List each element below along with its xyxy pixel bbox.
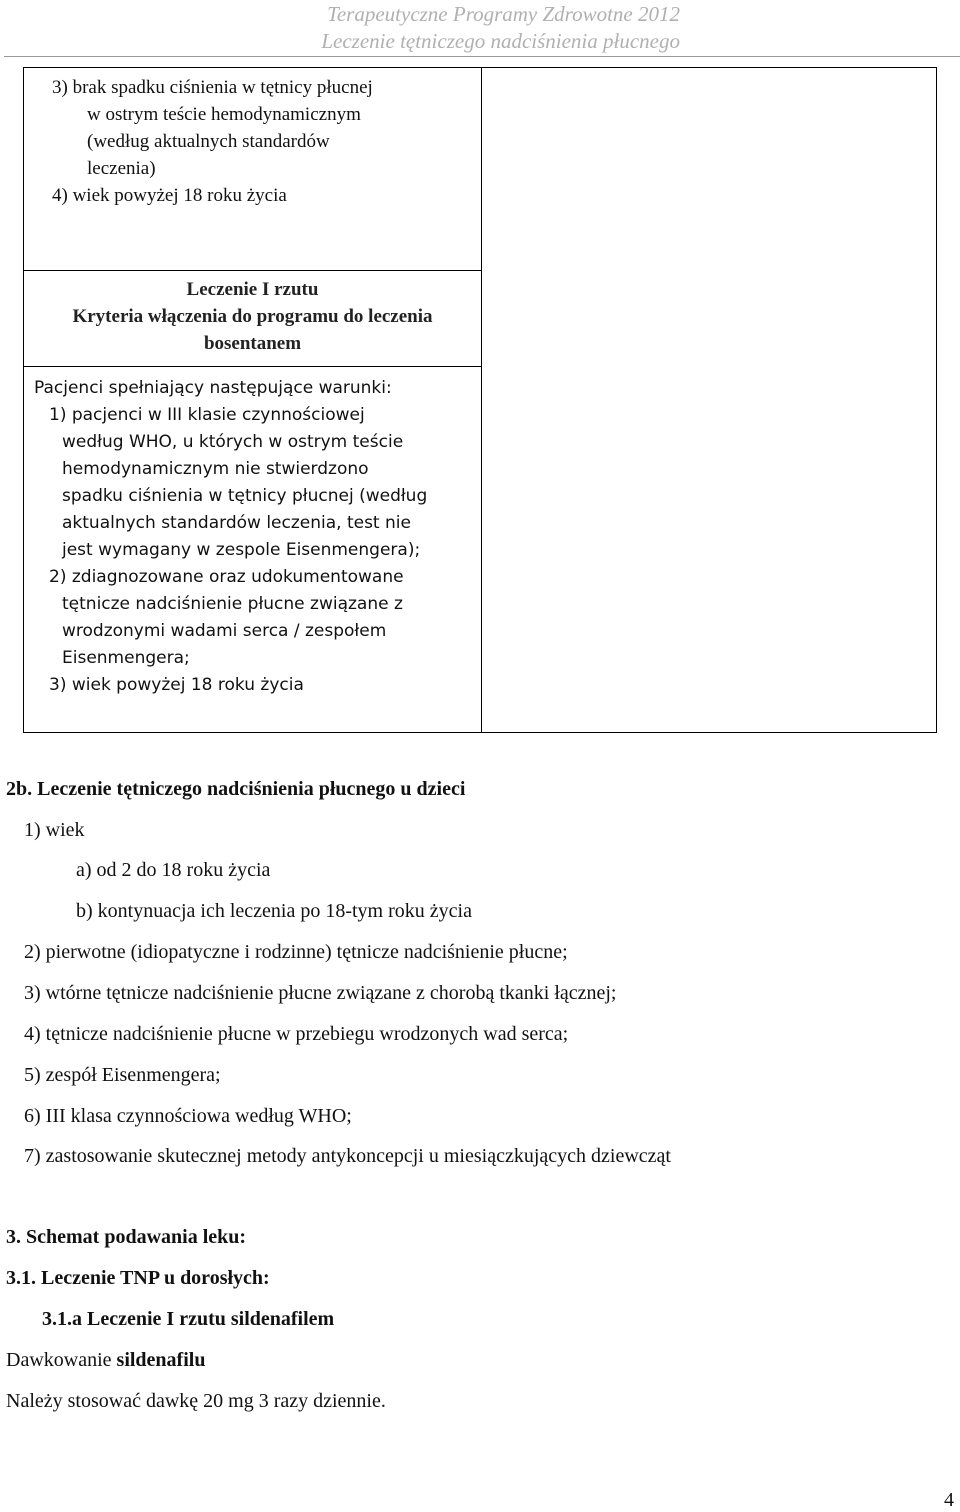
table-row-divider [24, 270, 482, 271]
list-item-continuation: wrodzonymi wadami serca / zespołem [62, 621, 387, 641]
criteria-table [23, 67, 937, 733]
section-heading-line: Kryteria włączenia do programu do leczenia [72, 306, 433, 327]
list-item: 4) wiek powyżej 18 roku życia [52, 185, 287, 206]
list-item: 5) zespół Eisenmengera; [24, 1064, 221, 1086]
dosing-label: Dawkowanie [6, 1349, 117, 1371]
table-row-divider [24, 366, 482, 367]
list-item-continuation: leczenia) [87, 158, 156, 179]
page-number: 4 [944, 1489, 954, 1511]
section-heading-line: Leczenie I rzutu [186, 279, 319, 300]
sub-list-item: b) kontynuacja ich leczenia po 18-tym roku życia [76, 900, 472, 922]
list-item: 2) zdiagnozowane oraz udokumentowane [49, 567, 404, 587]
list-item: 4) tętnicze nadciśnienie płucne w przebiegu wrodzonych wad serca; [24, 1023, 569, 1045]
table-column-divider [481, 68, 482, 732]
list-item: 7) zastosowanie skutecznej metody antykoncepcji u miesiączkujących dziewcząt [24, 1145, 671, 1167]
list-item: 1) pacjenci w III klasie czynnościowej [49, 405, 365, 425]
section-3-title: 3. Schemat podawania leku: [6, 1226, 247, 1248]
list-item-continuation: w ostrym teście hemodynamicznym [87, 104, 361, 125]
list-item-continuation: tętnicze nadciśnienie płucne związane z [62, 594, 403, 614]
list-item-continuation: hemodynamicznym nie stwierdzono [62, 459, 369, 479]
header-divider [4, 56, 960, 57]
page-header [0, 0, 960, 58]
list-item-continuation: według WHO, u których w ostrym teście [62, 432, 404, 452]
list-item: 3) brak spadku ciśnienia w tętnicy płucnej [52, 77, 373, 98]
criteria-intro: Pacjenci spełniający następujące warunki: [34, 378, 392, 398]
dosing-instruction: Należy stosować dawkę 20 mg 3 razy dziennie. [6, 1390, 386, 1412]
list-item-continuation: aktualnych standardów leczenia, test nie [62, 513, 411, 533]
dosing-drug: sildenafilu [116, 1349, 206, 1371]
list-item-continuation: spadku ciśnienia w tętnicy płucnej (według [62, 486, 428, 506]
dosing-line [6, 1348, 205, 1372]
list-item: 1) wiek [24, 819, 85, 841]
list-item: 6) III klasa czynnościowa według WHO; [24, 1105, 352, 1127]
list-item: 3) wiek powyżej 18 roku życia [49, 675, 304, 695]
section-3-1-title: 3.1. Leczenie TNP u dorosłych: [6, 1267, 270, 1289]
section-heading-line: bosentanem [203, 333, 302, 354]
list-item-continuation: jest wymagany w zespole Eisenmengera); [62, 540, 421, 560]
section-2b-title: 2b. Leczenie tętniczego nadciśnienia płucnego u dzieci [6, 778, 466, 800]
list-item: 3) wtórne tętnicze nadciśnienie płucne związane z chorobą tkanki łącznej; [24, 982, 617, 1004]
list-item: 2) pierwotne (idiopatyczne i rodzinne) tętnicze nadciśnienie płucne; [24, 941, 568, 963]
list-item-continuation: Eisenmengera; [62, 648, 190, 668]
header-program-title: Terapeutyczne Programy Zdrowotne 2012 [327, 2, 680, 26]
section-3-1a-title: 3.1.a Leczenie I rzutu sildenafilem [42, 1308, 335, 1330]
list-item-continuation: (według aktualnych standardów [87, 131, 330, 152]
sub-list-item: a) od 2 do 18 roku życia [76, 859, 271, 881]
header-program-subtitle: Leczenie tętniczego nadciśnienia płucnego [321, 29, 680, 53]
